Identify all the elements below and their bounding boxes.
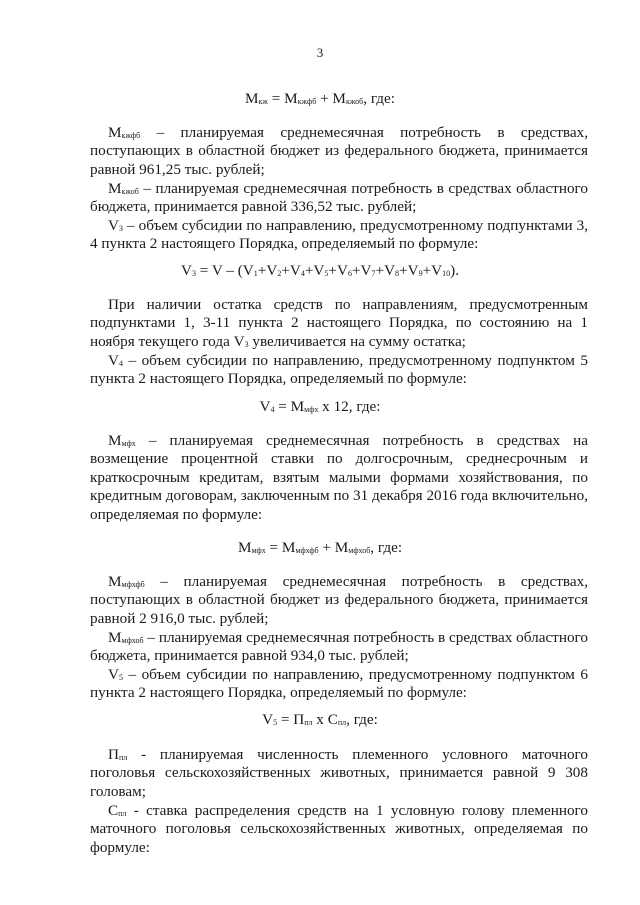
formula-v3: $V_3 = V - (V_1+V_2+V_4+V_5+V_6+V_7+V_8+V_9+V_{10})$. xyxy=(181,262,459,279)
formula-v5: $V_5 = П_{пл}$ х $С_{пл}$, где: xyxy=(262,711,378,728)
paragraph-v5: $V_5$ – объем субсидии по направлению, предусмотренному подпунктом 6 пункта 2 настоящего Порядка, определяемый по формуле: xyxy=(90,666,588,702)
paragraph-v4: $V_4$ – объем субсидии по направлению, предусмотренному подпунктом 5 пункта 2 настоящего Порядка, определяемый по формуле: xyxy=(90,352,588,388)
paragraph-mkzhfb: $М_{кжфб}$ – планируемая среднемесячная потребность в средствах, поступающих в областной бюджет из федерального бюджета, принимается равной 961,25 тыс. рублей; xyxy=(90,124,588,178)
paragraph-remainder: При наличии остатка средств по направлениям, предусмотренным подпунктами 1, 3-11 пункта 2 настоящего Порядка, по состоянию на 1 ноября текущего года $V_3$ увеличивается на сумму остатка; xyxy=(90,296,588,350)
paragraph-v3: $V_3$ – объем субсидии по направлению, предусмотренному подпунктами 3, 4 пункта 2 настоящего Порядка, определяемый по формуле: xyxy=(90,217,588,253)
paragraph-mmfkhfb: $М_{мфхфб}$ – планируемая среднемесячная потребность в средствах, поступающих в областной бюджет из федерального бюджета, принимается равной 2 916,0 тыс. рублей; xyxy=(90,573,588,627)
page-number: 3 xyxy=(316,45,324,60)
paragraph-mmfkhob: $М_{мфхоб}$ – планируемая среднемесячная потребность в средствах областного бюджета, принимается равной 934,0 тыс. рублей; xyxy=(90,629,588,665)
formula-mkzh: $М_{кж} = М_{кжфб} + М_{кжоб}$, где: xyxy=(244,90,395,107)
paragraph-mkzhob: $М_{кжоб}$ – планируемая среднемесячная потребность в средствах областного бюджета, принимается равной 336,52 тыс. рублей; xyxy=(90,180,588,216)
paragraph-cpl: $С_{пл}$ - ставка распределения средств на 1 условную голову племенного маточного поголовья сельскохозяйственных животных, определяемая по формуле: xyxy=(90,802,588,856)
formula-v4: $V_4 = М_{мфх}$ х 12, где: xyxy=(259,398,381,415)
formula-mmfkh: $М_{мфх} = М_{мфхфб} + М_{мфхоб}$, где: xyxy=(237,539,403,556)
paragraph-mmfkh: $М_{мфх}$ – планируемая среднемесячная потребность в средствах на возмещение процентной ставки по долгосрочным, среднесрочным и краткосрочным кредитам, взятым малыми формами хозяйствования, по кредитным договорам, заключенным по 31 декабря 2016 года включительно, определяемая по формуле: xyxy=(90,432,588,523)
paragraph-ppl: $П_{пл}$ - планируемая численность племенного условного маточного поголовья сельскохозяйственных животных, принимается равной 9 308 головам; xyxy=(90,746,588,800)
